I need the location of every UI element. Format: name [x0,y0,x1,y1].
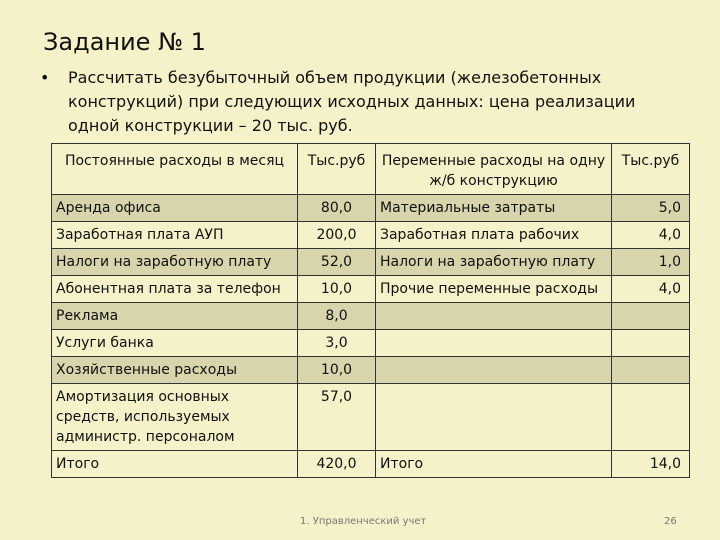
variable-cost-item [376,330,612,357]
variable-cost-item [376,357,612,384]
table-row [52,303,690,330]
table-total-row [52,451,690,478]
table-header-row [52,144,690,195]
variable-cost-item: Прочие переменные расходы [376,276,612,303]
fixed-cost-item: Абонентная плата за телефон [52,276,298,303]
table-row [52,384,690,451]
table-row [52,249,690,276]
footer-note: 1. Управленческий учет [300,516,427,527]
table-row [52,276,690,303]
header-fixed-costs: Постоянные расходы в месяц [52,144,298,195]
page-title: Задание № 1 [43,28,206,56]
fixed-cost-value: 200,0 [298,222,376,249]
variable-cost-item [376,303,612,330]
header-variable-costs: Переменные расходы на одну ж/б конструкцию [376,144,612,195]
variable-cost-value: 1,0 [612,249,690,276]
variable-total-label: Итого [376,451,612,478]
table-row [52,330,690,357]
fixed-cost-value: 3,0 [298,330,376,357]
fixed-cost-item: Налоги на заработную плату [52,249,298,276]
variable-total-value: 14,0 [612,451,690,478]
variable-cost-value [612,384,690,451]
variable-cost-item: Заработная плата рабочих [376,222,612,249]
table-row [52,222,690,249]
fixed-cost-value: 8,0 [298,303,376,330]
fixed-cost-item: Реклама [52,303,298,330]
variable-cost-value: 4,0 [612,276,690,303]
fixed-cost-value: 52,0 [298,249,376,276]
cost-table [51,143,690,478]
bullet-marker: • [40,68,50,87]
fixed-cost-item: Амортизация основных средств, используемых администр. персоналом [52,384,298,451]
variable-cost-item: Материальные затраты [376,195,612,222]
page-number: 26 [664,516,677,527]
variable-cost-value [612,303,690,330]
fixed-total-label: Итого [52,451,298,478]
fixed-total-value: 420,0 [298,451,376,478]
table-row [52,357,690,384]
fixed-cost-item: Услуги банка [52,330,298,357]
fixed-cost-value: 10,0 [298,357,376,384]
variable-cost-value [612,357,690,384]
variable-cost-item: Налоги на заработную плату [376,249,612,276]
variable-cost-value: 5,0 [612,195,690,222]
header-variable-unit: Тыс.руб [612,144,690,195]
fixed-cost-item: Хозяйственные расходы [52,357,298,384]
fixed-cost-value: 10,0 [298,276,376,303]
variable-cost-value [612,330,690,357]
variable-cost-item [376,384,612,451]
task-text: Рассчитать безубыточный объем продукции (железобетонных конструкций) при следующих исходных данных: цена реализации одной конструкции – 20 тыс. руб. [68,68,636,135]
variable-cost-value: 4,0 [612,222,690,249]
table-row [52,195,690,222]
fixed-cost-value: 80,0 [298,195,376,222]
fixed-cost-item: Аренда офиса [52,195,298,222]
header-fixed-unit: Тыс.руб [298,144,376,195]
fixed-cost-item: Заработная плата АУП [52,222,298,249]
fixed-cost-value: 57,0 [298,384,376,451]
